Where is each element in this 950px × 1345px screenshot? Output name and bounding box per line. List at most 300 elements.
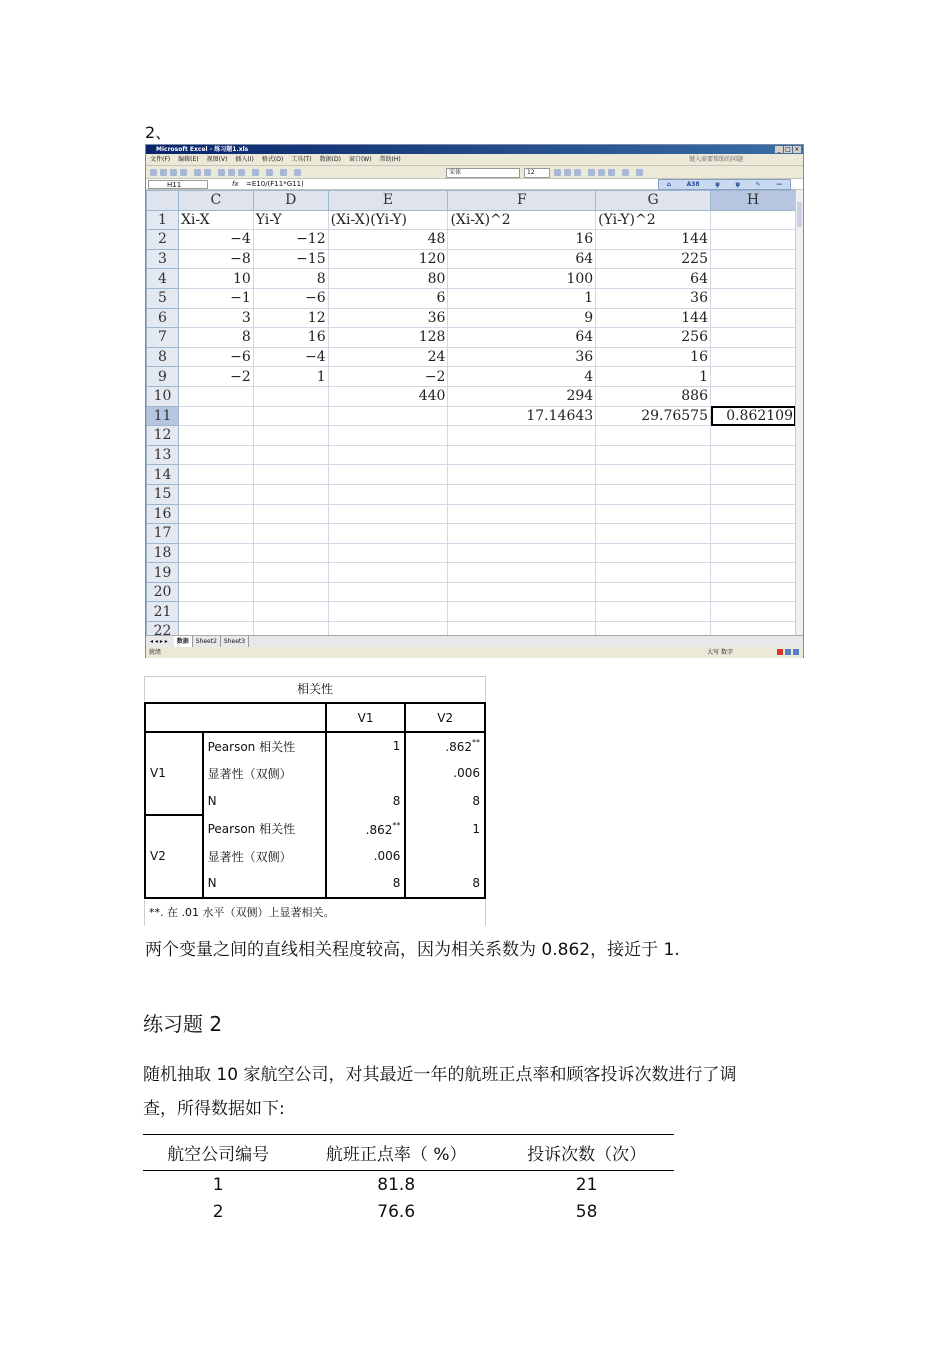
cell-d13[interactable] [253,445,328,465]
cell-e10[interactable]: 440 [328,386,448,406]
cell-g3[interactable]: 225 [596,249,711,269]
cell-f1[interactable]: (Xi-X)^2 [448,210,596,230]
grid-row [147,543,796,563]
cell-h5[interactable] [711,288,796,308]
cell-c13[interactable] [178,445,253,465]
preview-icon[interactable] [194,169,201,176]
exercise-text-line2: 查，所得数据如下: [143,1099,285,1119]
float-tool-4[interactable]: ✎ [755,181,761,188]
cell-f6[interactable]: 9 [448,308,596,328]
cell-h2[interactable] [711,230,796,250]
sort-icon[interactable] [280,169,287,176]
value-text: 1 [392,739,401,754]
home-icon[interactable]: ⌂ [666,181,672,188]
menu-window[interactable]: 窗口(W) [348,156,372,163]
statistic-label: 显著性（双侧） [203,842,326,870]
status-bar [146,647,803,658]
correlation-table [144,676,486,926]
row-header[interactable]: 5 [147,288,179,308]
cell-g6[interactable]: 144 [596,308,711,328]
cell-e20[interactable] [328,582,448,602]
sum-icon[interactable] [266,169,273,176]
airline-cell: 81.8 [377,1174,416,1195]
value-text: 8 [472,793,480,808]
exercise-title: 练习题 2 [143,1012,223,1036]
cell-f19[interactable] [448,563,596,583]
cell-c4[interactable]: 10 [178,269,253,289]
cell-h8[interactable] [711,347,796,367]
cell-d12[interactable] [253,426,328,446]
cell-f13[interactable] [448,445,596,465]
cell-g21[interactable] [596,602,711,622]
float-tool-2[interactable]: ψ [715,181,720,188]
cell-g15[interactable] [596,484,711,504]
minimize-toolbar-icon[interactable]: — [776,181,783,188]
cell-f15[interactable] [448,484,596,504]
align-center-icon[interactable] [598,169,605,176]
cell-c21[interactable] [178,602,253,622]
cell-e7[interactable]: 128 [328,328,448,348]
cell-c10[interactable] [178,386,253,406]
grid-row [147,367,796,387]
grid-row [147,328,796,348]
floating-toolbar [658,179,791,190]
cell-h19[interactable] [711,563,796,583]
tray-icon[interactable] [785,649,791,655]
cell-d19[interactable] [253,563,328,583]
grid-row [147,288,796,308]
column-header-g[interactable]: G [596,191,711,211]
cell-c18[interactable] [178,543,253,563]
cell-g11[interactable]: 29.76575 [596,406,711,426]
value-cell-v1 [326,732,406,760]
row-header[interactable]: 10 [147,386,179,406]
font-size-select[interactable]: 12 [524,168,550,178]
row-header[interactable]: 20 [147,582,179,602]
cell-e14[interactable] [328,465,448,485]
cell-c6[interactable]: 3 [178,308,253,328]
float-tool-1[interactable]: A38 [686,181,700,188]
cell-d14[interactable] [253,465,328,485]
value-cell-v1 [326,760,406,788]
cell-c14[interactable] [178,465,253,485]
cell-c9[interactable]: −2 [178,367,253,387]
cell-c12[interactable] [178,426,253,446]
cell-d8[interactable]: −4 [253,347,328,367]
cell-g1[interactable]: (Yi-Y)^2 [596,210,711,230]
excel-titlebar [146,145,803,154]
grid-row [147,308,796,328]
cell-d22[interactable] [253,622,328,635]
cell-g19[interactable] [596,563,711,583]
row-header[interactable]: 17 [147,524,179,544]
window-title: Microsoft Excel - 练习题1.xls [156,146,249,153]
cell-f14[interactable] [448,465,596,485]
cell-d11[interactable] [253,406,328,426]
cell-e12[interactable] [328,426,448,446]
significance-mark: ** [392,820,401,830]
fx-icon[interactable]: fx [232,180,239,188]
cell-e16[interactable] [328,504,448,524]
align-right-icon[interactable] [608,169,615,176]
cell-g5[interactable]: 36 [596,288,711,308]
cell-c11[interactable] [178,406,253,426]
maximize-icon[interactable]: □ [785,146,791,153]
cell-e3[interactable]: 120 [328,249,448,269]
correlation-row [145,732,485,760]
bold-icon[interactable] [554,169,561,176]
cell-h17[interactable] [711,524,796,544]
row-header[interactable]: 15 [147,484,179,504]
row-header[interactable]: 11 [147,406,179,426]
new-icon[interactable] [150,169,157,176]
save-icon[interactable] [170,169,177,176]
cell-d1[interactable]: Yi-Y [253,210,328,230]
grid-row [147,602,796,622]
paste-icon[interactable] [238,169,245,176]
cell-h22[interactable] [711,622,796,635]
cell-f11[interactable]: 17.14643 [448,406,596,426]
value-text: 8 [392,876,401,891]
airline-cell: 58 [575,1201,598,1222]
cell-h20[interactable] [711,582,796,602]
grid-row [147,622,796,635]
cell-g10[interactable]: 886 [596,386,711,406]
cell-g4[interactable]: 64 [596,269,711,289]
cell-e4[interactable]: 80 [328,269,448,289]
row-header[interactable]: 16 [147,504,179,524]
align-left-icon[interactable] [588,169,595,176]
cell-h1[interactable] [711,210,796,230]
cell-f4[interactable]: 100 [448,269,596,289]
open-icon[interactable] [160,169,167,176]
cell-f5[interactable]: 1 [448,288,596,308]
cell-e6[interactable]: 36 [328,308,448,328]
cell-h9[interactable] [711,367,796,387]
cell-e2[interactable]: 48 [328,230,448,250]
cell-e15[interactable] [328,484,448,504]
corner-cell [145,703,326,732]
col-header-v2: V2 [405,703,485,732]
row-header[interactable]: 19 [147,563,179,583]
correlation-footnote: **. 在 .01 水平（双侧）上显著相关。 [144,900,486,926]
cell-h15[interactable] [711,484,796,504]
cell-g7[interactable]: 256 [596,328,711,348]
cell-c5[interactable]: −1 [178,288,253,308]
menu-edit[interactable]: 编辑(E) [178,156,199,163]
cell-c7[interactable]: 8 [178,328,253,348]
cell-h3[interactable] [711,249,796,269]
statistic-label: N [203,870,326,898]
cell-d4[interactable]: 8 [253,269,328,289]
row-header[interactable]: 21 [147,602,179,622]
cell-f8[interactable]: 36 [448,347,596,367]
cut-icon[interactable] [218,169,225,176]
copy-icon[interactable] [228,169,235,176]
airline-cell: 1 [212,1174,224,1195]
cell-g17[interactable] [596,524,711,544]
cell-g14[interactable] [596,465,711,485]
grid-row [147,347,796,367]
help-search-input[interactable]: 键入需要帮助的问题 [688,156,743,163]
airline-cell: 21 [575,1174,598,1195]
cell-h13[interactable] [711,445,796,465]
cell-e22[interactable] [328,622,448,635]
name-box[interactable]: H11 [148,180,208,189]
font-name-select[interactable]: 宋体 [446,168,520,178]
conclusion-text: 两个变量之间的直线相关程度较高，因为相关系数为 0.862，接近于 1. [145,940,680,960]
menu-view[interactable]: 视图(V) [206,156,228,163]
chart-icon[interactable] [294,169,301,176]
vertical-scrollbar[interactable] [795,190,803,635]
float-tool-3[interactable]: ψ [735,181,741,188]
value-text: .006 [373,849,401,864]
grid-corner[interactable] [147,191,179,211]
cell-d5[interactable]: −6 [253,288,328,308]
cell-c17[interactable] [178,524,253,544]
cell-g9[interactable]: 1 [596,367,711,387]
cell-e18[interactable] [328,543,448,563]
cell-g22[interactable] [596,622,711,635]
row-header[interactable]: 14 [147,465,179,485]
cell-c15[interactable] [178,484,253,504]
grid-row [147,504,796,524]
cell-h21[interactable] [711,602,796,622]
status-ready: 就绪 [149,649,162,656]
cell-e1[interactable]: (Xi-X)(Yi-Y) [328,210,448,230]
row-header[interactable]: 4 [147,269,179,289]
cell-h11[interactable]: 0.862109 [711,406,796,426]
correlation-title: 相关性 [144,676,486,701]
menu-insert[interactable]: 插入(I) [235,156,254,163]
cell-e5[interactable]: 6 [328,288,448,308]
merge-icon[interactable] [622,169,629,176]
column-header-f[interactable]: F [448,191,596,211]
menu-tools[interactable]: 工具(T) [291,156,312,163]
cell-d7[interactable]: 16 [253,328,328,348]
cell-f12[interactable] [448,426,596,446]
cell-h16[interactable] [711,504,796,524]
airline-cell: 76.6 [377,1201,416,1222]
cell-g16[interactable] [596,504,711,524]
cell-h14[interactable] [711,465,796,485]
cell-g12[interactable] [596,426,711,446]
cell-f9[interactable]: 4 [448,367,596,387]
undo-icon[interactable] [252,169,259,176]
statistic-label: 显著性（双侧） [203,760,326,788]
airline-col-ontime: 航班正点率（ %） [293,1135,499,1171]
cell-d16[interactable] [253,504,328,524]
cell-e11[interactable] [328,406,448,426]
menu-file[interactable]: 文件(F) [150,156,171,163]
exercise-text-line1: 随机抽取 10 家航空公司，对其最近一年的航班正点率和顾客投诉次数进行了调 [143,1065,737,1085]
sheet-nav-arrows[interactable]: ◂ ◂ ▸ ▸ [150,638,168,645]
cell-c20[interactable] [178,582,253,602]
sheet-tabs [146,635,803,647]
row-header[interactable]: 18 [147,543,179,563]
grid-row [147,524,796,544]
value-cell-v2 [405,760,485,788]
cell-d15[interactable] [253,484,328,504]
correlation-grid [144,702,486,899]
scroll-thumb[interactable] [797,202,802,227]
airline-col-id: 航空公司编号 [143,1135,293,1171]
sheet-tab-1[interactable]: 数据 [174,636,193,647]
value-cell-v2 [405,815,485,843]
grid-row [147,465,796,485]
grid-row [147,406,796,426]
value-text: .862 [445,740,472,755]
row-header[interactable]: 2 [147,230,179,250]
airline-row [143,1171,674,1199]
cell-f18[interactable] [448,543,596,563]
cell-e8[interactable]: 24 [328,347,448,367]
value-cell-v1 [326,815,406,843]
cell-e9[interactable]: −2 [328,367,448,387]
cell-d18[interactable] [253,543,328,563]
value-cell-v2 [405,842,485,870]
underline-icon[interactable] [574,169,581,176]
menu-format[interactable]: 格式(O) [261,156,284,163]
row-header[interactable]: 22 [147,622,179,635]
spell-icon[interactable] [204,169,211,176]
value-text: .862 [365,822,393,837]
airline-cell: 2 [212,1201,224,1222]
cell-c1[interactable]: Xi-X [178,210,253,230]
ime-icon[interactable] [777,649,783,655]
row-header[interactable]: 7 [147,328,179,348]
excel-window [145,144,804,658]
cell-g2[interactable]: 144 [596,230,711,250]
section-label: 2、 [145,123,172,142]
status-indicators: 大写 数字 [707,649,733,656]
menu-help[interactable]: 帮助(H) [379,156,401,163]
cell-e17[interactable] [328,524,448,544]
spreadsheet-grid [146,190,796,635]
grid-row [147,210,796,230]
percent-icon[interactable] [636,169,643,176]
value-cell-v2 [405,870,485,898]
row-header[interactable]: 6 [147,308,179,328]
standard-toolbar [146,165,803,178]
cell-c22[interactable] [178,622,253,635]
close-icon[interactable]: × [794,146,800,153]
cell-d2[interactable]: −12 [253,230,328,250]
cell-e13[interactable] [328,445,448,465]
cell-f20[interactable] [448,582,596,602]
grid-row [147,386,796,406]
grid-row [147,426,796,446]
row-header[interactable]: 13 [147,445,179,465]
cell-f3[interactable]: 64 [448,249,596,269]
cell-g8[interactable]: 16 [596,347,711,367]
italic-icon[interactable] [564,169,571,176]
column-header-d[interactable]: D [253,191,328,211]
menu-data[interactable]: 数据(D) [319,156,341,163]
column-header-c[interactable]: C [178,191,253,211]
grid-row [147,484,796,504]
cell-c2[interactable]: −4 [178,230,253,250]
print-icon[interactable] [180,169,187,176]
sheet-tab-3[interactable]: Sheet3 [221,636,249,647]
value-cell-v2 [405,787,485,815]
cell-d20[interactable] [253,582,328,602]
value-cell-v1 [326,870,406,898]
row-header[interactable]: 12 [147,426,179,446]
airline-table [143,1134,674,1225]
column-header-e[interactable]: E [328,191,448,211]
formula-input[interactable]: =E10/(F11*G11) [246,180,304,188]
row-header[interactable]: 8 [147,347,179,367]
cell-f10[interactable]: 294 [448,386,596,406]
menu-bar [146,154,803,165]
grid-row [147,269,796,289]
cell-c3[interactable]: −8 [178,249,253,269]
cell-d6[interactable]: 12 [253,308,328,328]
value-cell-v2 [405,732,485,760]
minimize-icon[interactable]: _ [775,146,783,153]
statistic-label: N [203,787,326,815]
value-text: 8 [472,876,480,891]
cell-d21[interactable] [253,602,328,622]
variable-label: V1 [145,732,203,815]
tray-icon-2[interactable] [793,649,799,655]
sheet-tab-2[interactable]: Sheet2 [193,636,221,647]
statistic-label: Pearson 相关性 [203,732,326,760]
cell-g18[interactable] [596,543,711,563]
row-header[interactable]: 9 [147,367,179,387]
cell-d10[interactable] [253,386,328,406]
cell-f17[interactable] [448,524,596,544]
cell-f2[interactable]: 16 [448,230,596,250]
cell-d9[interactable]: 1 [253,367,328,387]
cell-d3[interactable]: −15 [253,249,328,269]
cell-h18[interactable] [711,543,796,563]
cell-c16[interactable] [178,504,253,524]
grid-row [147,230,796,250]
cell-c8[interactable]: −6 [178,347,253,367]
grid-row [147,445,796,465]
value-text: 8 [392,793,401,808]
cell-f16[interactable] [448,504,596,524]
cell-h6[interactable] [711,308,796,328]
statistic-label: Pearson 相关性 [203,815,326,843]
cell-c19[interactable] [178,563,253,583]
cell-h7[interactable] [711,328,796,348]
cell-d17[interactable] [253,524,328,544]
cell-h4[interactable] [711,269,796,289]
significance-mark: ** [472,738,480,748]
cell-h10[interactable] [711,386,796,406]
column-header-h[interactable]: H [711,191,796,211]
row-header[interactable]: 1 [147,210,179,230]
grid-row [147,249,796,269]
cell-f7[interactable]: 64 [448,328,596,348]
cell-f21[interactable] [448,602,596,622]
cell-e19[interactable] [328,563,448,583]
value-text: 1 [472,821,480,836]
cell-f22[interactable] [448,622,596,635]
correlation-row [145,815,485,843]
row-header[interactable]: 3 [147,249,179,269]
value-cell-v1 [326,787,406,815]
cell-h12[interactable] [711,426,796,446]
cell-e21[interactable] [328,602,448,622]
cell-g20[interactable] [596,582,711,602]
cell-g13[interactable] [596,445,711,465]
col-header-v1: V1 [326,703,406,732]
grid-row [147,563,796,583]
